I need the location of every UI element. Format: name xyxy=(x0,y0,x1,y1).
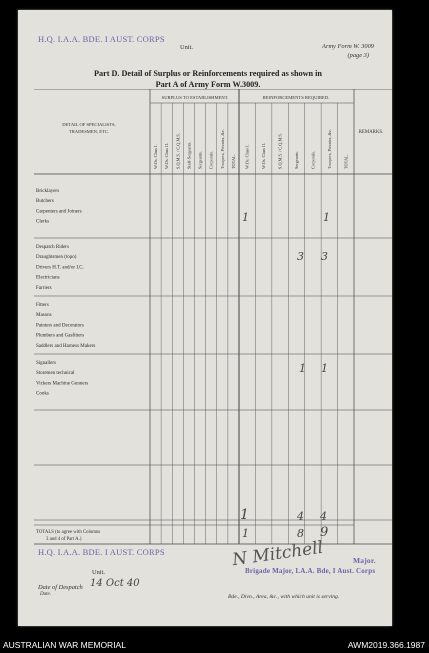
trade-label: Electricians xyxy=(36,275,60,281)
footer-unit-label: Unit. xyxy=(92,569,105,576)
reinforcement-column-header: S.Q.M.S. / C.Q.M.S. xyxy=(277,133,283,169)
surplus-column-header: TOTAL. xyxy=(230,154,236,169)
totals-label xyxy=(36,530,100,542)
heading-line-1: Part D. Detail of Surplus or Reinforcements required as shown in xyxy=(94,69,322,78)
totals-corporals-entry: 8 xyxy=(297,527,304,540)
detail-column-header-1: DETAIL OF SPECIALISTS, xyxy=(62,122,116,127)
trade-label: Plumbers and Gasfitters xyxy=(36,333,85,339)
reinforcement-column-header: Sergeants. xyxy=(294,151,299,169)
detail-column-header-2: TRADESMEN, ETC. xyxy=(68,129,110,134)
totals-label-line-2: 3 and 4 of Part A.) xyxy=(46,537,82,542)
drivers-total-entry: 3 xyxy=(321,250,328,263)
trade-list xyxy=(36,189,95,549)
general-corporals-entry: 4 xyxy=(297,510,304,523)
unit-stamp: H.Q. I.A.A. BDE. I AUST. CORPS xyxy=(38,34,165,44)
heading-line-2: Part A of Army Form W.3009. xyxy=(155,80,261,89)
trade-label: Painters and Decorators xyxy=(36,323,84,329)
reinforcement-column-header: Troopers, Privates, &c. xyxy=(326,129,332,169)
trade-label: Storemen technical xyxy=(36,371,75,377)
footer-unit-stamp: H.Q. I.A.A. BDE. I AUST. CORPS xyxy=(38,547,165,557)
trade-label: Vickers Machine Gunners xyxy=(36,381,89,387)
totals-label-line-1: TOTALS (to agree with Columns xyxy=(36,530,101,535)
surplus-column-header: S.Q.M.S. / C.Q.M.S. xyxy=(175,133,181,169)
surplus-column-header: W.Os. Class I. xyxy=(153,144,159,169)
reinforcement-column-header: Corporals. xyxy=(310,150,316,169)
form-reference: Army Form W. 3009 xyxy=(322,43,374,50)
drivers-corporals-entry: 3 xyxy=(297,250,304,263)
table-headers xyxy=(62,95,383,135)
despatch-label: Date of Despatch xyxy=(38,584,83,591)
reinforcement-column-header: TOTAL. xyxy=(343,154,349,169)
trade-label: Despatch Riders xyxy=(36,245,69,250)
surplus-column-header: Sergeants. xyxy=(197,151,203,169)
totals-surplus-entry: 1 xyxy=(242,527,249,540)
totals-total-entry: 9 xyxy=(320,525,329,540)
reinforcement-column-header: W.Os. Class I. xyxy=(244,144,250,169)
surplus-column-header: Corporals. xyxy=(208,150,214,169)
trade-label: Farriers xyxy=(36,285,52,291)
column-headers xyxy=(153,129,348,169)
archive-caption-bar xyxy=(0,637,429,653)
date-label: Date. xyxy=(40,592,51,597)
trade-label: Fitters xyxy=(36,303,49,308)
clerks-surplus-entry: 1 xyxy=(242,211,249,224)
service-note: Bde., Divn., Area, &c., with which unit is serving. xyxy=(228,594,340,600)
general-surplus-entry: 1 xyxy=(240,507,249,523)
trade-label: Saddlers and Harness Makers xyxy=(36,343,96,349)
form-heading xyxy=(58,68,358,90)
trade-label: Draughtsmen (topo) xyxy=(36,255,77,261)
surplus-column-header: W.Os. Class II. xyxy=(164,143,170,169)
trade-label: Butchers xyxy=(36,199,54,205)
unit-label: Unit. xyxy=(180,44,193,51)
officer-stamp: Brigade Major, I.A.A. Bde, I Aust. Corps xyxy=(245,567,376,575)
trade-label: Bricklayers xyxy=(36,189,60,194)
trade-label: Signallers xyxy=(36,361,56,366)
despatch-date: 14 Oct 40 xyxy=(90,578,140,589)
surplus-group-header: SURPLUS TO ESTABLISHMENT. xyxy=(161,95,229,100)
remarks-column-header: REMARKS. xyxy=(358,130,384,135)
detail-table xyxy=(34,89,394,549)
officer-signature: N Mitchell xyxy=(231,537,325,571)
surplus-column-header: Troopers, Privates, &c. xyxy=(219,129,225,169)
reinforcement-column-header: W.Os. Class II. xyxy=(261,143,267,169)
rank-stamp: Major. xyxy=(353,556,376,565)
clerks-total-entry: 1 xyxy=(323,211,330,224)
cooks-total-entry: 1 xyxy=(321,362,328,375)
surplus-column-header: Staff-Sergeants. xyxy=(186,141,192,169)
general-total-entry: 4 xyxy=(320,510,327,523)
reinforcements-group-header: REINFORCEMENTS REQUIRED. xyxy=(262,95,330,100)
archive-reference: AWM2019.366.1987 xyxy=(347,640,425,650)
trade-label: Drivers H.T. and/or I.C. xyxy=(36,265,84,271)
form-sheet xyxy=(18,10,392,626)
page-reference: (page 3) xyxy=(347,52,369,59)
trade-label: Cooks xyxy=(36,391,49,397)
trade-label: Clerks xyxy=(36,219,50,225)
trade-label: Carpenters and Joiners xyxy=(36,209,82,215)
archive-name: AUSTRALIAN WAR MEMORIAL xyxy=(3,640,126,650)
trade-label: Masons xyxy=(36,313,52,319)
cooks-corporals-entry: 1 xyxy=(299,362,306,375)
